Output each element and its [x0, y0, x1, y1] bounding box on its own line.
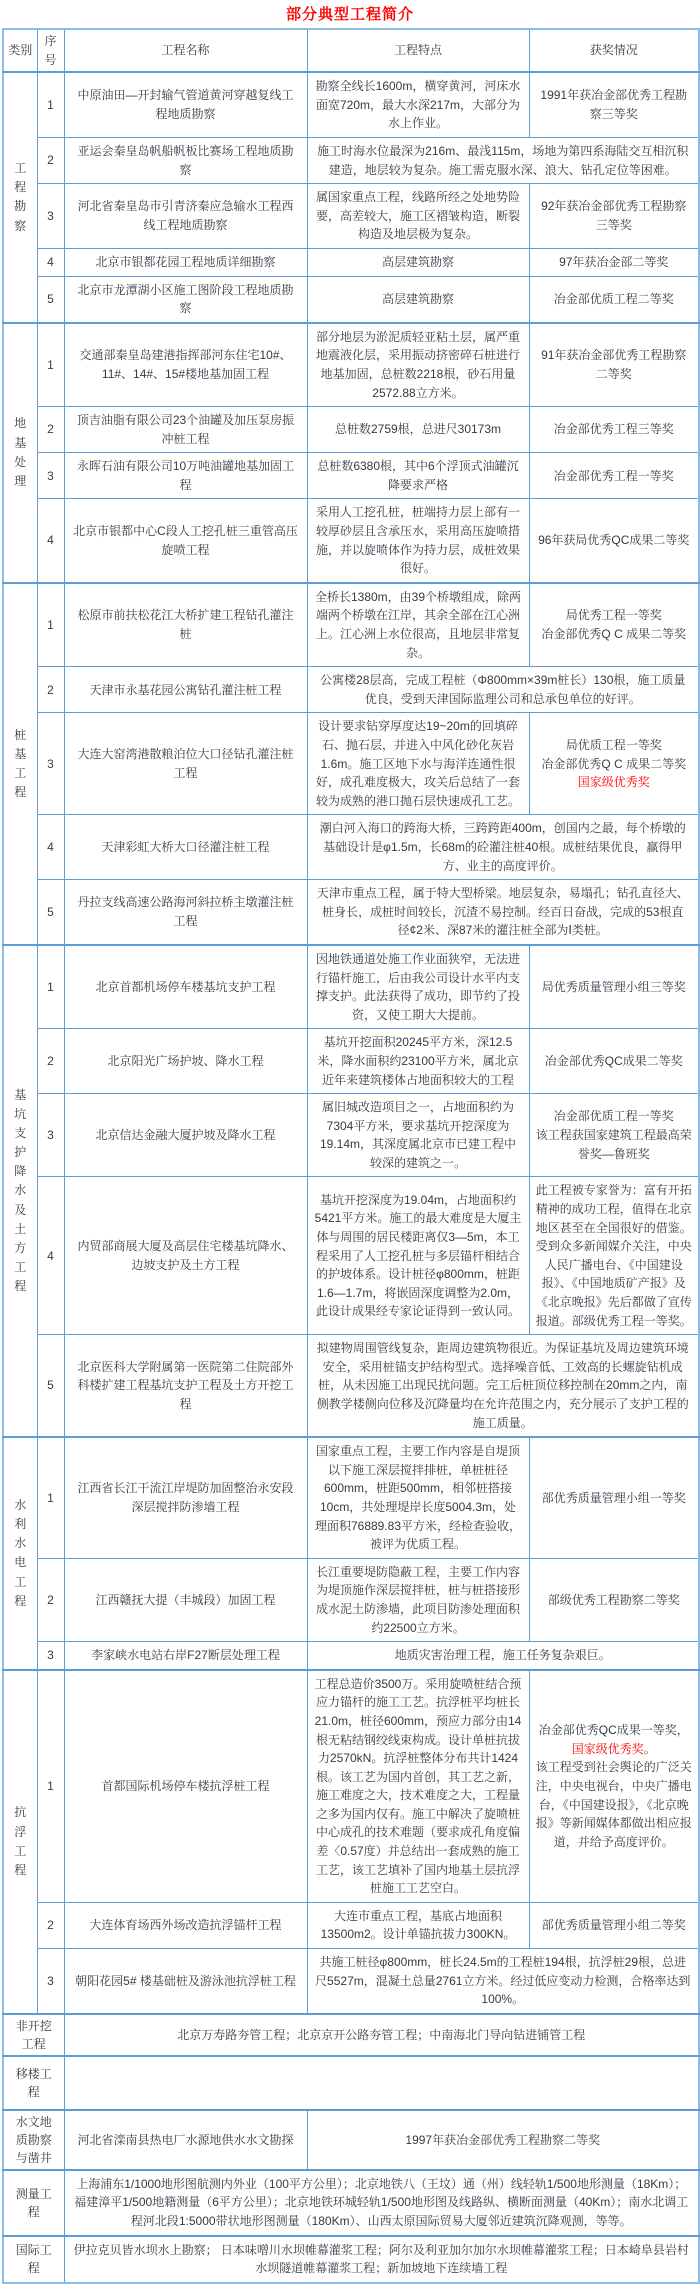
category-label: 非开挖工程: [15, 2018, 52, 2051]
project-name-cell: 顶吉油脂有限公司23个油罐及加压泵房振冲桩工程: [64, 407, 307, 453]
serial-cell: 1: [37, 1670, 64, 1903]
table-row: [3, 1335, 699, 1437]
category-cell: [3, 2056, 64, 2110]
table-row: [3, 1177, 699, 1335]
award-highlight: 国家级优秀奖: [577, 775, 650, 790]
header-name: 工程名称: [64, 29, 307, 72]
serial-cell: 2: [37, 1029, 64, 1094]
table-row: [3, 184, 699, 249]
table-row: [3, 1902, 699, 1948]
features-cell: 部分地层为淤泥质轻亚粘土层，属严重地震液化层，采用振动挤密碎石桩进行地基加固，总桩数2218根，砂石用量2572.88立方米。: [307, 323, 529, 407]
category-label: 测量工程: [15, 2186, 52, 2219]
serial-cell: 4: [37, 1177, 64, 1335]
category-label: 工程勘察: [14, 161, 27, 233]
serial-cell: 4: [37, 815, 64, 880]
project-name-cell: 河北省秦皇岛市引青济秦应急输水工程西线工程地质勘察: [64, 184, 307, 249]
project-name-cell: 北京市银都中心C段人工挖孔桩三重管高压旋喷工程: [64, 499, 307, 583]
project-name-cell: 交通部秦皇岛建港指挥部河东住宅10#、11#、14#、15#楼地基加固工程: [64, 323, 307, 407]
award-text: 该工程受到社会舆论的广泛关注，中央电视台，中央广播电台，《中国建设报》，《北京晚报》等新闻媒体都做出相应报道，并给予高度评价。: [535, 1760, 692, 1849]
award-highlight: 国家级优秀奖: [571, 1741, 644, 1756]
category-cell: [3, 1670, 37, 2014]
project-name-cell: 北京市龙潭湖小区施工图阶段工程地质勘察: [64, 276, 307, 323]
serial-cell: 3: [37, 713, 64, 815]
features-cell: 天津市重点工程，属于特大型桥梁。地层复杂，易塌孔；钻孔直径大、桩身长，成桩时间较长，沉渣不易控制。经百日奋战，完成的53根直径¢2米、深87米的灌注桩全部为Ⅰ类桩。: [307, 880, 699, 945]
serial-cell: 2: [37, 407, 64, 453]
serial-cell: 5: [37, 276, 64, 323]
project-name-cell: 松原市前扶松花江大桥扩建工程钻孔灌注桩: [64, 583, 307, 667]
table-row: [3, 1642, 699, 1670]
category-cell: [3, 945, 37, 1437]
features-cell: 共施工桩径φ800mm，桩长24.5m的工程桩194根，抗浮桩29根，总进尺5527m，混凝土总量2761立方米。经过低应变动力检测，合格率达到100%。: [307, 1949, 699, 2014]
features-cell: 总桩数2759根，总进尺30173m: [307, 407, 529, 453]
serial-cell: 2: [37, 667, 64, 713]
category-cell: [3, 2014, 64, 2056]
category-label: 移楼工程: [15, 2066, 52, 2099]
table-row: [3, 453, 699, 499]
category-label: 桩基工程: [14, 727, 27, 800]
table-row: [3, 1094, 699, 1177]
features-cell: 基坑开挖面积20245平方米，深12.5米，降水面积约23100平方米，属北京近年来建筑楼体占地面积较大的工程: [307, 1029, 529, 1094]
awards-cell: 局优秀质量管理小组三等奖: [529, 945, 699, 1029]
award-text: 冶金部优秀Q C 成果二等奖: [541, 627, 687, 642]
features-cell: 工程总造价3500万。采用旋喷桩结合预应力锚杆的施工工艺。抗浮桩平均桩长21.0m，桩径600mm，预应力部分由14根无粘结钢绞线束构成。设计单桩抗拔力2570kN。抗浮桩整体分布共计1424根。该工艺为国内首创，其工艺之新，施工难度之大，技术难度之大，工程量之多为国内仅有。施工中解决了旋喷桩中心成孔的技术难题（要求成孔角度偏差〈0.57度）并总结出一套成熟的施工工艺，该工艺填补了国内地基土层抗浮桩施工工艺空白。: [307, 1670, 529, 1903]
awards-cell: 此工程被专家誉为：富有开拓精神的成功工程，值得在北京地区甚至在全国很好的借鉴。受到众多新闻媒介关注，中央人民广播电台、《中国建设报》、《中国地质矿产报》及《北京晚报》先后都做了宣传报道。部级优秀工程一等奖。: [529, 1177, 699, 1335]
category-cell: [3, 72, 37, 323]
table-row: [3, 499, 699, 583]
serial-cell: 1: [37, 945, 64, 1029]
awards-cell: 部级优秀工程勘察二等奖: [529, 1558, 699, 1641]
table-row: [3, 880, 699, 945]
table-row: [3, 2236, 699, 2283]
project-name-cell: 丹拉支线高速公路海河斜拉桥主墩灌注桩工程: [64, 880, 307, 945]
category-cell: [3, 2170, 64, 2236]
project-name-cell: 内贸部商展大厦及高层住宅楼基坑降水、边坡支护及土方工程: [64, 1177, 307, 1335]
category-cell: [3, 2110, 64, 2170]
awards-cell: 部优秀质量管理小组一等奖: [529, 1437, 699, 1558]
project-name-cell: 北京市银都花园工程地质详细勘察: [64, 248, 307, 276]
award-text: 局优质工程一等奖: [565, 738, 662, 752]
category-label: 水利水电工程: [14, 1497, 27, 1608]
serial-cell: 1: [37, 583, 64, 667]
table-row: [3, 583, 699, 667]
table-row: [3, 713, 699, 815]
project-name-cell: 永晖石油有限公司10万吨油罐地基加固工程: [64, 453, 307, 499]
header-serial: 序号: [37, 29, 64, 72]
table-row: [3, 1670, 699, 1903]
award-text: 。: [643, 1741, 656, 1756]
category-cell: [3, 323, 37, 583]
project-name-cell: 江西赣抚大提（丰城段）加固工程: [64, 1558, 307, 1641]
awards-cell: 96年获局优秀QC成果二等奖: [529, 499, 699, 583]
category-cell: [3, 583, 37, 945]
category-label: 地基处理: [14, 416, 27, 488]
page-title: 部分典型工程简介: [285, 6, 414, 23]
table-row: [3, 1029, 699, 1094]
features-cell: 公寓楼28层高，完成工程桩（Φ800mm×39m桩长）130根，施工质量优良，受到天津国际监理公司和总承包单位的好评。: [307, 667, 699, 713]
features-cell: 潮白河入海口的跨海大桥，三跨跨距400m，创国内之最，每个桥墩的基础设计是φ1.5m，长68m的砼灌注桩40根。成桩结果优良，赢得甲方、业主的高度评价。: [307, 815, 699, 880]
project-name-cell: 河北省滦南县热电厂水源地供水水文勘探: [64, 2110, 307, 2170]
features-cell: 基坑开挖深度为19.04m，占地面积约5421平方米。施工的最大难度是大厦主体与周围的居民楼距离仅3—5m，本工程采用了人工挖孔桩与多层锚杆相结合的护坡体系。设计桩径φ800mm，桩距1.6—1.7m，将嵌固深度调整为2.0m，此设计成果经专家论证得到一致认同。: [307, 1177, 529, 1335]
table-row: [3, 667, 699, 713]
table-row: [3, 1949, 699, 2014]
project-name-cell: 中原油田—开封输气管道黄河穿越复线工程地质勘察: [64, 72, 307, 137]
content-cell: 上海浦东1/1000地形图航测内外业（100平方公里）；北京地铁八（王坟）通（州）线轻轨1/500地形测量（18Km）；福建漳平1/500地籍测量（6平方公里）；北京地铁环城轻轨1/500地形图及线路纵、横断面测量（40Km）；南水北调工程河北段1:5000带状地形图测量（180Km）、山西太原国际贸易大厦邻近建筑沉降观测，等等。: [64, 2170, 699, 2236]
features-cell: 总桩数6380根，其中6个浮顶式油罐沉降要求严格: [307, 453, 529, 499]
table-row: [3, 2110, 699, 2170]
content-cell: 伊拉克贝皆水坝水上勘察； 日本味噌川水坝帷幕灌浆工程；阿尔及利亚加尔加尔水坝帷幕灌浆工程；日本崎阜县岩村水坝隧道帷幕灌浆工程；新加坡地下连续墙工程: [64, 2236, 699, 2283]
features-cell: 因地铁通道处施工作业面狭窄，无法进行锚杆施工，后由我公司设计水平内支撑支护。此法获得了成功，即节约了投资，又使工期大大提前。: [307, 945, 529, 1029]
table-row: [3, 1558, 699, 1641]
awards-cell: 冶金部优质工程二等奖: [529, 276, 699, 323]
table-row: [3, 248, 699, 276]
serial-cell: 5: [37, 1335, 64, 1437]
awards-cell: [529, 713, 699, 815]
serial-cell: 3: [37, 1949, 64, 2014]
table-row: [3, 1437, 699, 1558]
serial-cell: 5: [37, 880, 64, 945]
awards-cell: [529, 583, 699, 667]
project-name-cell: 天津彩虹大桥大口径灌注桩工程: [64, 815, 307, 880]
serial-cell: 2: [37, 1902, 64, 1948]
table-row: [3, 2014, 699, 2056]
project-name-cell: 江西省长江干流江岸堤防加固整治永安段深层搅拌防渗墙工程: [64, 1437, 307, 1558]
awards-cell: 91年获冶金部优秀工程勘察二等奖: [529, 323, 699, 407]
table-row: [3, 323, 699, 407]
category-label: 国际工程: [15, 2243, 52, 2276]
serial-cell: 4: [37, 499, 64, 583]
features-cell: 施工时海水位最深为216m、最浅115m，场地为第四系海陆交互相沉积建造，地层较为复杂。施工需克服水深、浪大、钻孔定位等困难。: [307, 137, 699, 183]
category-label: 基坑支护降水及土方工程: [14, 1087, 27, 1294]
awards-cell: [529, 1670, 699, 1903]
serial-cell: 3: [37, 1094, 64, 1177]
features-cell: 采用人工挖孔桩，桩端持力层上部有一较厚砂层且含承压水，采用高压旋喷措施，并以旋喷体作为持力层，成桩效果很好。: [307, 499, 529, 583]
serial-cell: 1: [37, 72, 64, 137]
features-cell: 地质灾害治理工程，施工任务复杂艰巨。: [307, 1642, 699, 1670]
header-category: 类别: [3, 29, 37, 72]
award-text: 局优秀工程一等奖: [565, 608, 662, 623]
category-label: 水文地质勘察与凿井: [15, 2114, 52, 2165]
serial-cell: 4: [37, 248, 64, 276]
awards-cell: 冶金部优秀QC成果二等奖: [529, 1029, 699, 1094]
header-awards: 获奖情况: [529, 29, 699, 72]
features-cell: 勘察全线长1600m，横穿黄河，河床水面宽720m，最大水深217m，大部分为水上作业。: [307, 72, 529, 137]
table-row: [3, 407, 699, 453]
award-text: 该工程获国家建筑工程最高荣誉奖—鲁班奖: [535, 1127, 692, 1161]
features-cell: 拟建物周围管线复杂，距周边建筑物很近。为保证基坑及周边建筑环境安全，采用桩锚支护结构型式。选择噪音低、工效高的长螺旋钻机成桩，从未因施工出现民扰问题。完工后桩顶位移控制在20mm之内，南侧教学楼侧向位移及沉降量均在允许范围之内，充分展示了支护工程的施工质量。: [307, 1335, 699, 1437]
project-name-cell: 李家峡水电站右岸F27断层处理工程: [64, 1642, 307, 1670]
features-cell: 设计要求钻穿厚度达19~20m的回填碎石、抛石层，并进入中风化砂化灰岩1.6m。施工区地下水与海洋连通性很好，成孔难度极大，攻关后总结了一套较为成熟的港口抛石层快速成孔工艺。: [307, 713, 529, 815]
project-name-cell: 朝阳花园5# 楼基础桩及游泳池抗浮桩工程: [64, 1949, 307, 2014]
category-cell: [3, 2236, 64, 2283]
features-cell: 长江重要堤防隐蔽工程，主要工作内容为堤顶施作深层搅拌桩，桩与桩搭接形成水泥土防渗墙，此项目防渗处理面积约22500立方米。: [307, 1558, 529, 1641]
project-name-cell: 北京阳光广场护坡、降水工程: [64, 1029, 307, 1094]
serial-cell: 1: [37, 323, 64, 407]
project-name-cell: 亚运会秦皇岛帆船帆板比赛场工程地质勘察: [64, 137, 307, 183]
table-row: [3, 815, 699, 880]
content-cell: 北京万寿路夯管工程；北京京开公路夯管工程；中南海北门导向钻进铺管工程: [64, 2014, 699, 2056]
projects-table: [2, 28, 700, 2284]
awards-cell: 97年获冶金部二等奖: [529, 248, 699, 276]
project-name-cell: 大连大窑湾港散粮泊位大口径钻孔灌注桩工程: [64, 713, 307, 815]
features-cell: 大连市重点工程，基底占地面积13500m2。设计单锚抗拔力300KN。: [307, 1902, 529, 1948]
table-row: [3, 72, 699, 137]
awards-cell: 92年获冶金部优秀工程勘察三等奖: [529, 184, 699, 249]
serial-cell: 2: [37, 137, 64, 183]
awards-cell: 1991年获冶金部优秀工程勘察三等奖: [529, 72, 699, 137]
features-cell: 全桥长1380m，由39个桥墩组成，除两端两个桥墩在江岸，其余全部在江心洲上。江心洲上水位很高，且地层非常复杂。: [307, 583, 529, 667]
table-row: [3, 945, 699, 1029]
features-cell: 国家重点工程，主要工作内容是自堤顶以下施工深层搅拌排桩，单桩桩径600mm，桩距500mm，相邻桩搭接10cm，共处理堤岸长度5004.3m，处理面积76889.83平方米，经检查验收，被评为优质工程。: [307, 1437, 529, 1558]
serial-cell: 3: [37, 1642, 64, 1670]
project-name-cell: 北京医科大学附属第一医院第二住院部外科楼扩建工程基坑支护工程及土方开挖工程: [64, 1335, 307, 1437]
header-row: [3, 29, 699, 72]
features-cell: 属国家重点工程，线路所经之处地势险要，高差较大，施工区褶皱构造，断裂构造及地层极为复杂。: [307, 184, 529, 249]
header-features: 工程特点: [307, 29, 529, 72]
table-row: [3, 2170, 699, 2236]
serial-cell: 1: [37, 1437, 64, 1558]
features-cell: 高层建筑勘察: [307, 248, 529, 276]
category-cell: [3, 1437, 37, 1670]
project-name-cell: 天津市永基花园公寓钻孔灌注桩工程: [64, 667, 307, 713]
serial-cell: 2: [37, 1558, 64, 1641]
table-row: [3, 2056, 699, 2110]
serial-cell: 3: [37, 453, 64, 499]
content-cell: 1997年获冶金部优秀工程勘察二等奖: [307, 2110, 699, 2170]
awards-cell: 冶金部优秀工程三等奖: [529, 407, 699, 453]
project-name-cell: 首都国际机场停车楼抗浮桩工程: [64, 1670, 307, 1903]
award-text: 冶金部优秀QC成果一等奖，: [538, 1723, 689, 1738]
award-text: 冶金部优质工程一等奖: [553, 1109, 674, 1124]
features-cell: 高层建筑勘察: [307, 276, 529, 323]
category-label: 抗浮工程: [14, 1805, 27, 1877]
awards-cell: [529, 1094, 699, 1177]
project-name-cell: 大连体育场西外场改造抗浮锚杆工程: [64, 1902, 307, 1948]
table-row: [3, 276, 699, 323]
award-text: 冶金部优秀Q C 成果二等奖: [541, 756, 687, 771]
table-row: [3, 137, 699, 183]
serial-cell: 3: [37, 184, 64, 249]
awards-cell: 部优秀质量管理小组二等奖: [529, 1902, 699, 1948]
features-cell: 属旧城改造项目之一，占地面积约为7304平方米，要求基坑开挖深度为19.14m，其深度属北京市已建工程中较深的建筑之一。: [307, 1094, 529, 1177]
project-name-cell: 北京信达金融大厦护坡及降水工程: [64, 1094, 307, 1177]
content-cell: [64, 2056, 699, 2110]
project-name-cell: 北京首都机场停车楼基坑支护工程: [64, 945, 307, 1029]
awards-cell: 冶金部优秀工程一等奖: [529, 453, 699, 499]
